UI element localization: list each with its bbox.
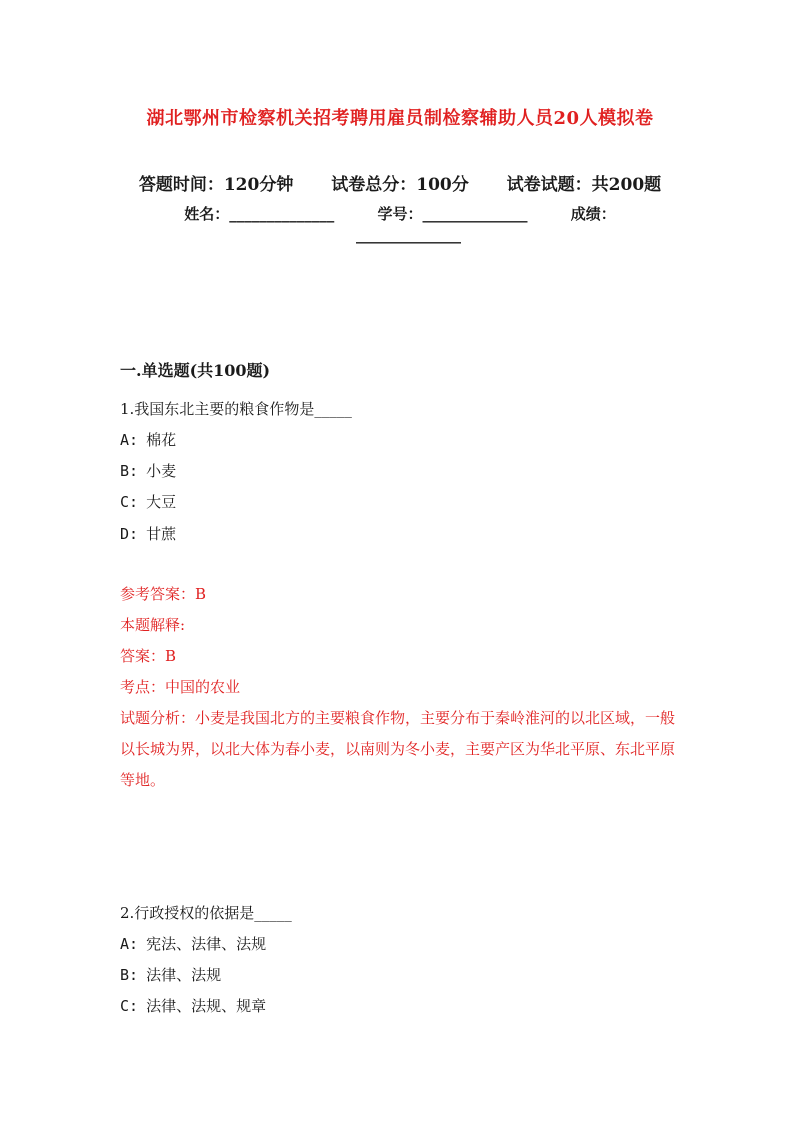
option-text: 法律、法规、规章	[146, 997, 267, 1015]
exam-total-score: 试卷总分：100分	[331, 175, 469, 195]
analysis-text: 试题分析：小麦是我国北方的主要粮食作物，主要分布于秦岭淮河的以北区域，一般以长城为界，以北大体为春小麦，以南则为冬小麦，主要产区为华北平原、东北平原等地。	[120, 709, 676, 789]
option-key: A:	[120, 431, 139, 449]
option-d	[120, 523, 176, 544]
option-key: B:	[120, 462, 139, 480]
option-text: 大豆	[146, 493, 177, 511]
exam-time: 答题时间：120分钟	[138, 175, 294, 195]
section-title: 一.单选题(共100题)	[120, 361, 271, 380]
option-key: B:	[120, 966, 139, 984]
topic-line: 考点：中国的农业	[120, 678, 241, 696]
page-title: 湖北鄂州市检察机关招考聘用雇员制检察辅助人员20人模拟卷	[146, 108, 654, 129]
option-c	[120, 995, 266, 1016]
answer-line: 答案：B	[120, 647, 177, 665]
option-b	[120, 964, 221, 985]
student-info	[0, 203, 800, 224]
score-blank: ______________	[356, 226, 461, 244]
option-key: C:	[120, 997, 139, 1015]
option-a	[120, 429, 176, 450]
option-text: 宪法、法律、法规	[146, 935, 267, 953]
option-a	[120, 933, 266, 954]
option-text: 甘蔗	[146, 525, 177, 543]
option-b	[120, 460, 176, 481]
option-text: 棉花	[146, 431, 177, 449]
score-label: 成绩：	[570, 205, 616, 223]
exam-question-count: 试卷试题：共200题	[506, 175, 662, 195]
question-stem: 1.我国东北主要的粮食作物是_____	[120, 400, 352, 418]
option-c	[120, 491, 176, 512]
option-key: D:	[120, 525, 139, 543]
name-field: 姓名：______________	[184, 205, 335, 223]
option-text: 小麦	[146, 462, 177, 480]
answer-explanation	[120, 579, 680, 796]
reference-answer: 参考答案：B	[120, 585, 207, 603]
question-stem: 2.行政授权的依据是_____	[120, 904, 292, 922]
option-key: C:	[120, 493, 139, 511]
option-key: A:	[120, 935, 139, 953]
option-text: 法律、法规	[146, 966, 222, 984]
student-id-field: 学号：______________	[377, 205, 528, 223]
exam-meta	[0, 170, 800, 195]
explanation-label: 本题解释:	[120, 616, 186, 634]
